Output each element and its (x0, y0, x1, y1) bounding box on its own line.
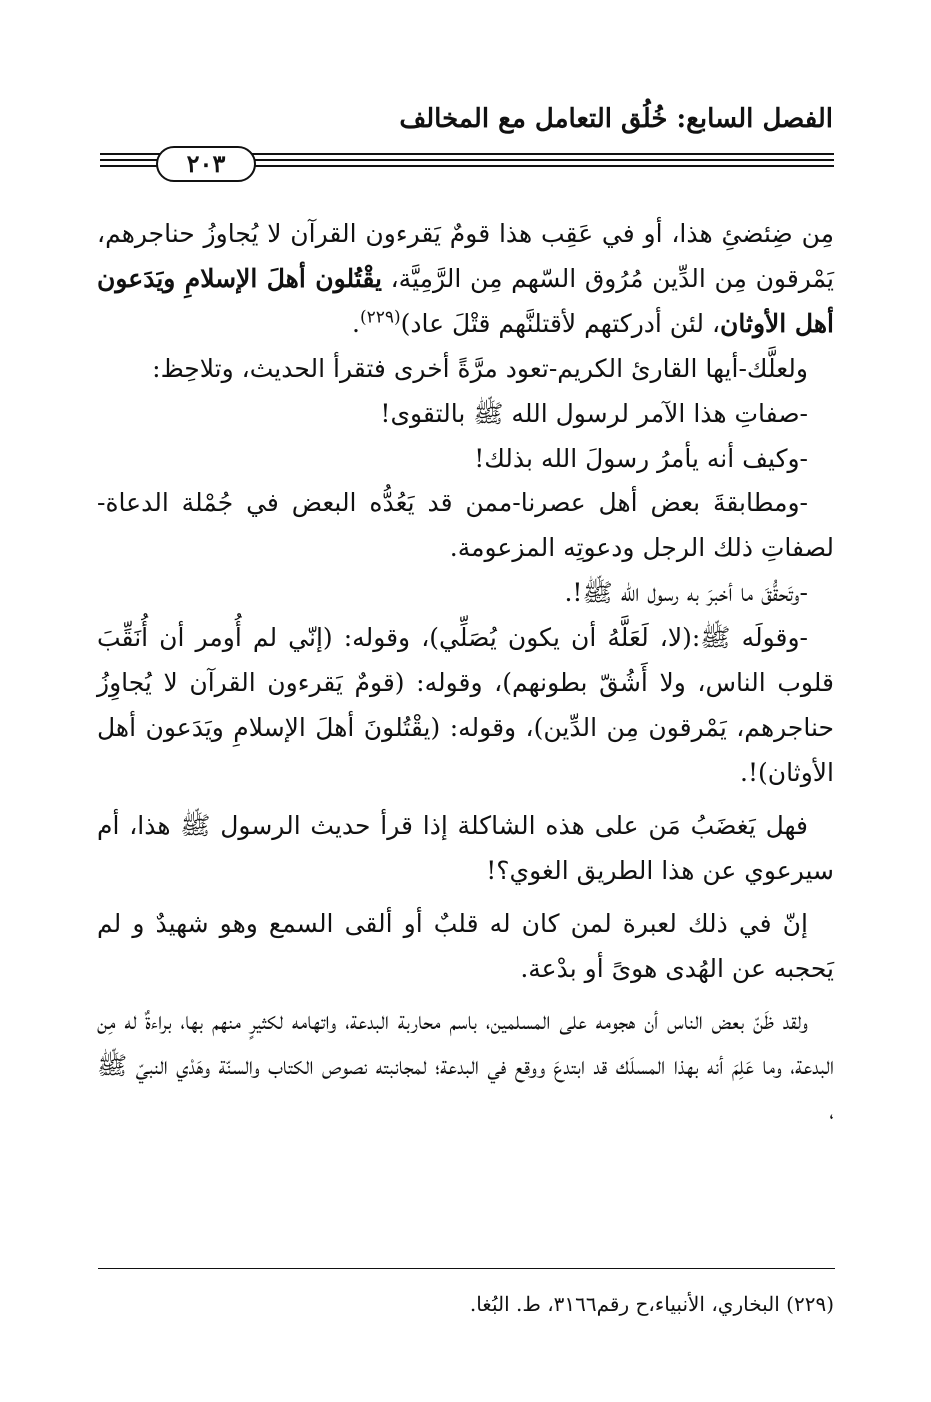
paragraph-reflection: ولعلَّك-أيها القارئ الكريم-تعود مرَّةً أخرى فتقرأ الحديث، وتلاحِظ: (152, 353, 808, 383)
paragraph-bidah: ولقد ظَنّ بعض الناس أن هجومه على المسلمين، باسم محاربة البدعة، واتهامه لكثيرٍ منهم بها، براءةٌ له مِن البدعة، وما عَلِمَ أنه بهذا المسلَك قد ابتدعَ ووقع في البدعة؛ لمجانبته نصوص الكتاب والسنّة وهَدْي النبيّ ﷺ ، (97, 1006, 834, 1126)
footnote-reference[interactable]: (٢٢٩) (359, 307, 401, 328)
paragraph-hadith-end (97, 212, 834, 347)
footnote-divider (98, 1268, 835, 1269)
list-item-command: -وكيف أنه يأمرُ رسولَ الله بذلك! (474, 443, 808, 473)
hadith-period: . (352, 308, 360, 338)
header-rule-right (247, 150, 834, 174)
page-number: ٢٠٣ (156, 146, 256, 182)
list-item-resemblance: -ومطابقةَ بعض أهل عصرنا-ممن قد يَعُدُّه البعض في جُمْلة الدعاة- لصفاتِ ذلك الرجل ودعوتِه المزعومة. (97, 488, 834, 563)
hadith-text: مِن ضِئضئِ هذا، أو في عَقِب هذا قومٌ يَقرءون القرآن لا يُجاوزُ حناجرهم، يَمْرقون مِن الدِّين مُرُوق السّهم مِن الرَّمِيَّة، (97, 219, 835, 293)
list-item-sayings: -وقولَه ﷺ:(لا، لَعَلَّهُ أن يكون يُصَلِّي)، وقوله: (إنّي لم أُومر أن أُنَقِّبَ قلوب الناس، ولا أَشُقّ بطونهم)، وقوله: (قومٌ يَقرءون القرآن لا يُجاوِزُ حناجرهم، يَمْرقون مِن الدِّين)، وقوله: (يقْتُلونَ أهلَ الإسلامِ ويَدَعون أهل الأوثان)!. (97, 623, 834, 787)
chapter-title: الفصل السابع: خُلُق التعامل مع المخالف (399, 104, 833, 134)
paragraph-question: فهل يَغضَبُ مَن على هذه الشاكلة إذا قرأ حديث الرسول ﷺ هذا، أم سيرعوي عن هذا الطريق الغوي؟! (97, 810, 834, 885)
list-item-qualities: -صفاتِ هذا الآمر لرسول الله ﷺ بالتقوى! (380, 398, 808, 428)
hadith-text-end: ، لئن أدركتهم لأقتلنَّهم قتْلَ عاد) (400, 308, 721, 338)
footnote: (٢٢٩) البخاري، الأنبياء،ح رقم٣١٦٦، ط. البُغا. (469, 1292, 834, 1316)
paragraph-lesson: إنّ في ذلك لعبرة لمن كان له قلبٌ أو ألقى السمع وهو شهيدٌ و لم يَحجبه عن الهُدى هوىً أو بدْعة. (97, 908, 834, 983)
body-text (97, 212, 834, 1134)
hadith-bold-text: يقْتُلون أهلَ الإسلامِ ويَدَعون أهل الأوثان (97, 263, 834, 338)
list-item-fulfilment: -وتَحقُّقَ ما أخبرَ به رسول الله ﷺ!. (564, 578, 808, 608)
